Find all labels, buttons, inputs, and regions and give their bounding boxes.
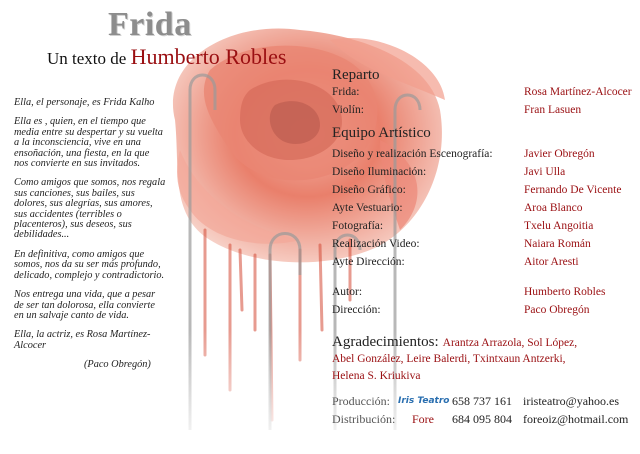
produccion-label: Producción: [332,394,390,408]
synopsis-paragraph: Ella, el personaje, es Frida Kalho [14,97,155,108]
credit-label: Autor: [332,286,363,298]
reparto-heading: Reparto [332,67,380,83]
equipo-value: Javi Ulla [524,166,566,178]
distribucion-phone: 684 095 804 [452,412,512,426]
equipo-value: Aitor Aresti [524,256,579,268]
credit-value: Humberto Robles [524,286,606,298]
agradecimientos-names: Abel González, Leire Balerdi, Txintxaun Antzerki, [332,353,566,365]
distribucion-email: foreoiz@hotmail.com [523,412,629,426]
synopsis-paragraph: Como amigos que somos, nos regala sus canciones, sus bailes, sus dolores, sus alegrías, sus amores, sus accidentes (terribles o placenteros), sus deseos, sus debilidades... [14,177,166,241]
equipo-heading: Equipo Artístico [332,125,431,141]
synopsis-paragraph: En definitiva, como amigos que somos, nos da su ser más profundo, delicado, complejo y contradictorio. [14,248,165,281]
equipo-value: Aroa Blanco [524,202,583,214]
reparto-value: Rosa Martínez-Alcocer [524,86,632,98]
iris-teatro-logo: Iris Teatro [398,396,450,406]
synopsis-text [14,98,166,380]
equipo-value: Javier Obregón [524,148,595,160]
agradecimientos-heading: Agradecimientos: [332,334,439,350]
credit-value: Paco Obregón [524,304,590,316]
agradecimientos-block [332,333,577,352]
subtitle-prefix: Un texto de [47,49,127,68]
agradecimientos-names: Arantza Arrazola, Sol López, [442,337,578,349]
synopsis-signature: (Paco Obregón) [84,359,151,371]
synopsis-paragraph: Ella, la actriz, es Rosa Martínez-Alcocer [14,329,151,351]
reparto-label: Frida: [332,86,360,98]
play-title: Frida [108,6,192,43]
equipo-label: Diseño Gráfico: [332,184,406,196]
reparto-value: Fran Lasuen [524,104,582,116]
equipo-value: Txelu Angoitia [524,220,594,232]
subtitle [47,44,286,70]
equipo-value: Naiara Román [524,238,591,250]
equipo-label: Realización Video: [332,238,420,250]
distribucion-label: Distribución: [332,412,396,426]
produccion-phone: 658 737 161 [452,394,512,408]
equipo-value: Fernando De Vicente [524,184,622,196]
agradecimientos-names: Helena S. Kriukiva [332,370,421,382]
distribucion-name: Fore [412,412,434,426]
equipo-label: Fotografía: [332,220,384,232]
equipo-label: Diseño y realización Escenografía: [332,148,493,160]
equipo-label: Ayte Vestuario: [332,202,403,214]
produccion-email: iristeatro@yahoo.es [523,394,620,408]
subtitle-author: Humberto Robles [130,44,287,69]
credit-label: Dirección: [332,304,381,316]
reparto-label: Violín: [332,104,364,116]
synopsis-paragraph: Nos entrega una vida, que a pesar de ser tan dolorosa, ella convierte en un salvaje canto de vida. [14,289,156,321]
equipo-label: Ayte Dirección: [332,256,405,268]
equipo-label: Diseño Iluminación: [332,166,427,178]
synopsis-paragraph: Ella es , quien, en el tiempo que media entre su despertar y su vuelta a la inconsciencia, vive en una ensoñación, una fiesta, en la que nos convierte en sus invitados. [14,116,163,170]
